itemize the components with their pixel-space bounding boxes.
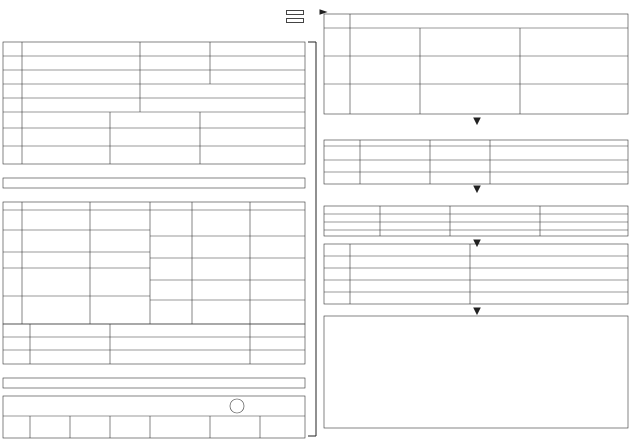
arrow-down-4 <box>474 308 480 314</box>
arrow-head-top <box>320 10 326 14</box>
arrow-down-1 <box>474 118 480 124</box>
consent-box <box>324 316 628 428</box>
arrow-down-3 <box>474 240 480 246</box>
siblings-table <box>324 206 628 236</box>
household-table <box>324 140 628 184</box>
guardian-table <box>324 14 628 114</box>
date-row <box>3 178 305 188</box>
notes-table <box>3 324 305 364</box>
income-table <box>324 244 628 304</box>
arrow-down-2 <box>474 186 480 192</box>
reason-table <box>3 202 305 324</box>
stamp-circle <box>230 399 244 413</box>
